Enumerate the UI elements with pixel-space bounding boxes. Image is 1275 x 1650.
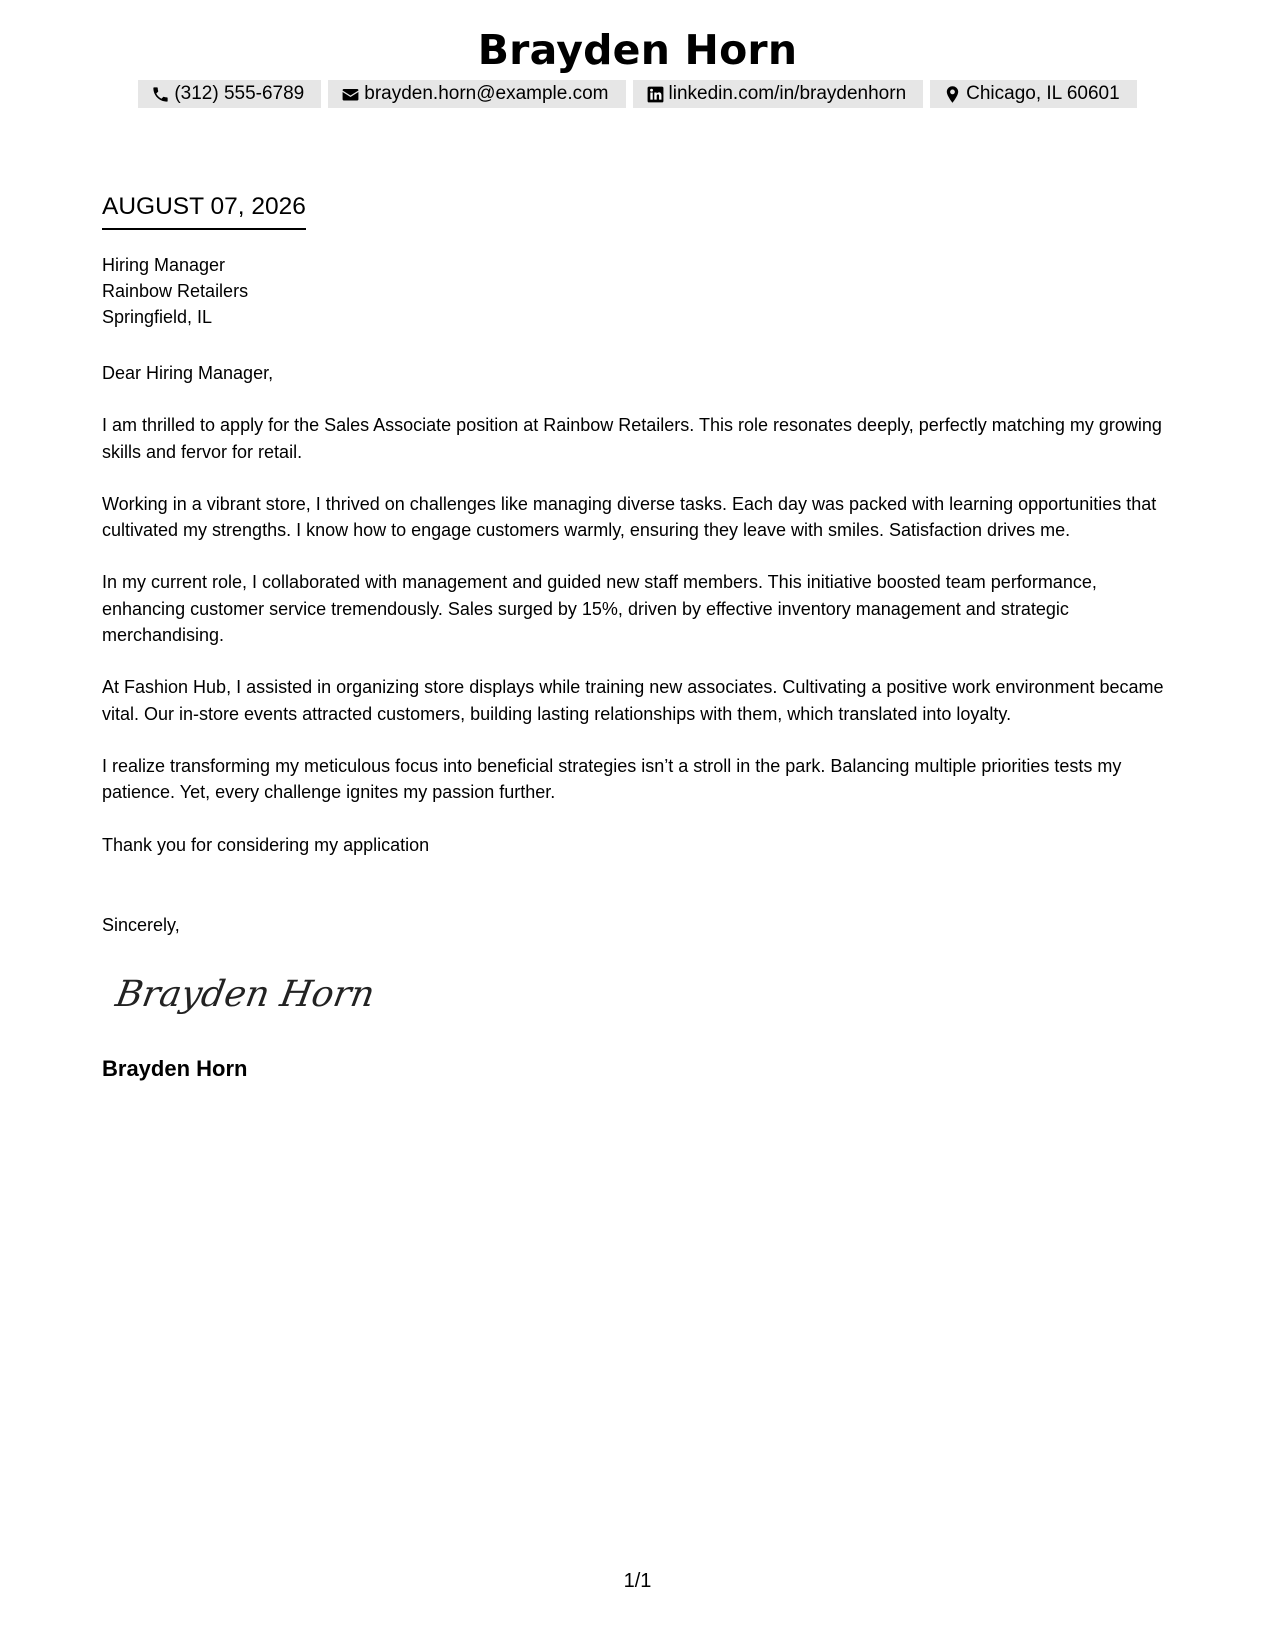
body-paragraph: Working in a vibrant store, I thrived on challenges like managing diverse tasks. Each day was packed with learning opportunities that cultivated my strengths. I know how to engage customers warmly, ensuring they leave with smiles. Satisfaction drives me.	[102, 493, 1157, 541]
recipient-title: Hiring Manager	[102, 255, 226, 275]
contact-linkedin	[633, 80, 924, 108]
applicant-name-heading: Brayden Horn	[477, 26, 798, 74]
linkedin-text: linkedin.com/in/braydenhorn	[668, 83, 907, 104]
email-text: brayden.horn@example.com	[364, 83, 609, 104]
contact-email	[328, 80, 625, 108]
contact-location	[930, 80, 1137, 108]
signature-text: Brayden Horn	[112, 972, 379, 1015]
thank-you-line: Thank you for considering my application	[102, 834, 430, 855]
contact-phone	[138, 80, 321, 108]
recipient-block	[102, 252, 248, 330]
handwritten-signature	[112, 962, 379, 1022]
phone-text: (312) 555-6789	[174, 83, 305, 104]
salutation: Dear Hiring Manager,	[102, 363, 274, 383]
letter-body	[102, 360, 1177, 884]
contact-bar	[0, 80, 1275, 108]
letter-date: AUGUST 07, 2026	[102, 192, 306, 230]
signer-name: Brayden Horn	[102, 1056, 248, 1081]
envelope-icon	[341, 85, 360, 104]
page-number: 1/1	[623, 1570, 652, 1592]
body-paragraph: I am thrilled to apply for the Sales Associate position at Rainbow Retailers. This role resonates deeply, perfectly matching my growing skills and fervor for retail.	[102, 415, 1162, 462]
body-paragraph: At Fashion Hub, I assisted in organizing store displays while training new associates. Cultivating a positive work environment became vital. Our in-store events attracted customers, building lasting relationships with them, which translated into loyalty.	[102, 677, 1164, 724]
linkedin-icon	[646, 85, 665, 104]
closing-line: Sincerely,	[102, 915, 180, 935]
map-pin-icon	[943, 85, 962, 104]
body-paragraph: I realize transforming my meticulous focus into beneficial strategies isn’t a stroll in the park. Balancing multiple priorities tests my patience. Yet, every challenge ignites my passion further.	[102, 755, 1122, 803]
recipient-company: Rainbow Retailers	[102, 281, 249, 301]
body-paragraph: In my current role, I collaborated with management and guided new staff members. This initiative boosted team performance, enhancing customer service tremendously. Sales surged by 15%, driven by effective inventory management and strategic merchandising.	[102, 572, 1097, 646]
location-text: Chicago, IL 60601	[966, 83, 1120, 104]
recipient-location: Springfield, IL	[102, 307, 213, 327]
phone-icon	[151, 85, 170, 104]
